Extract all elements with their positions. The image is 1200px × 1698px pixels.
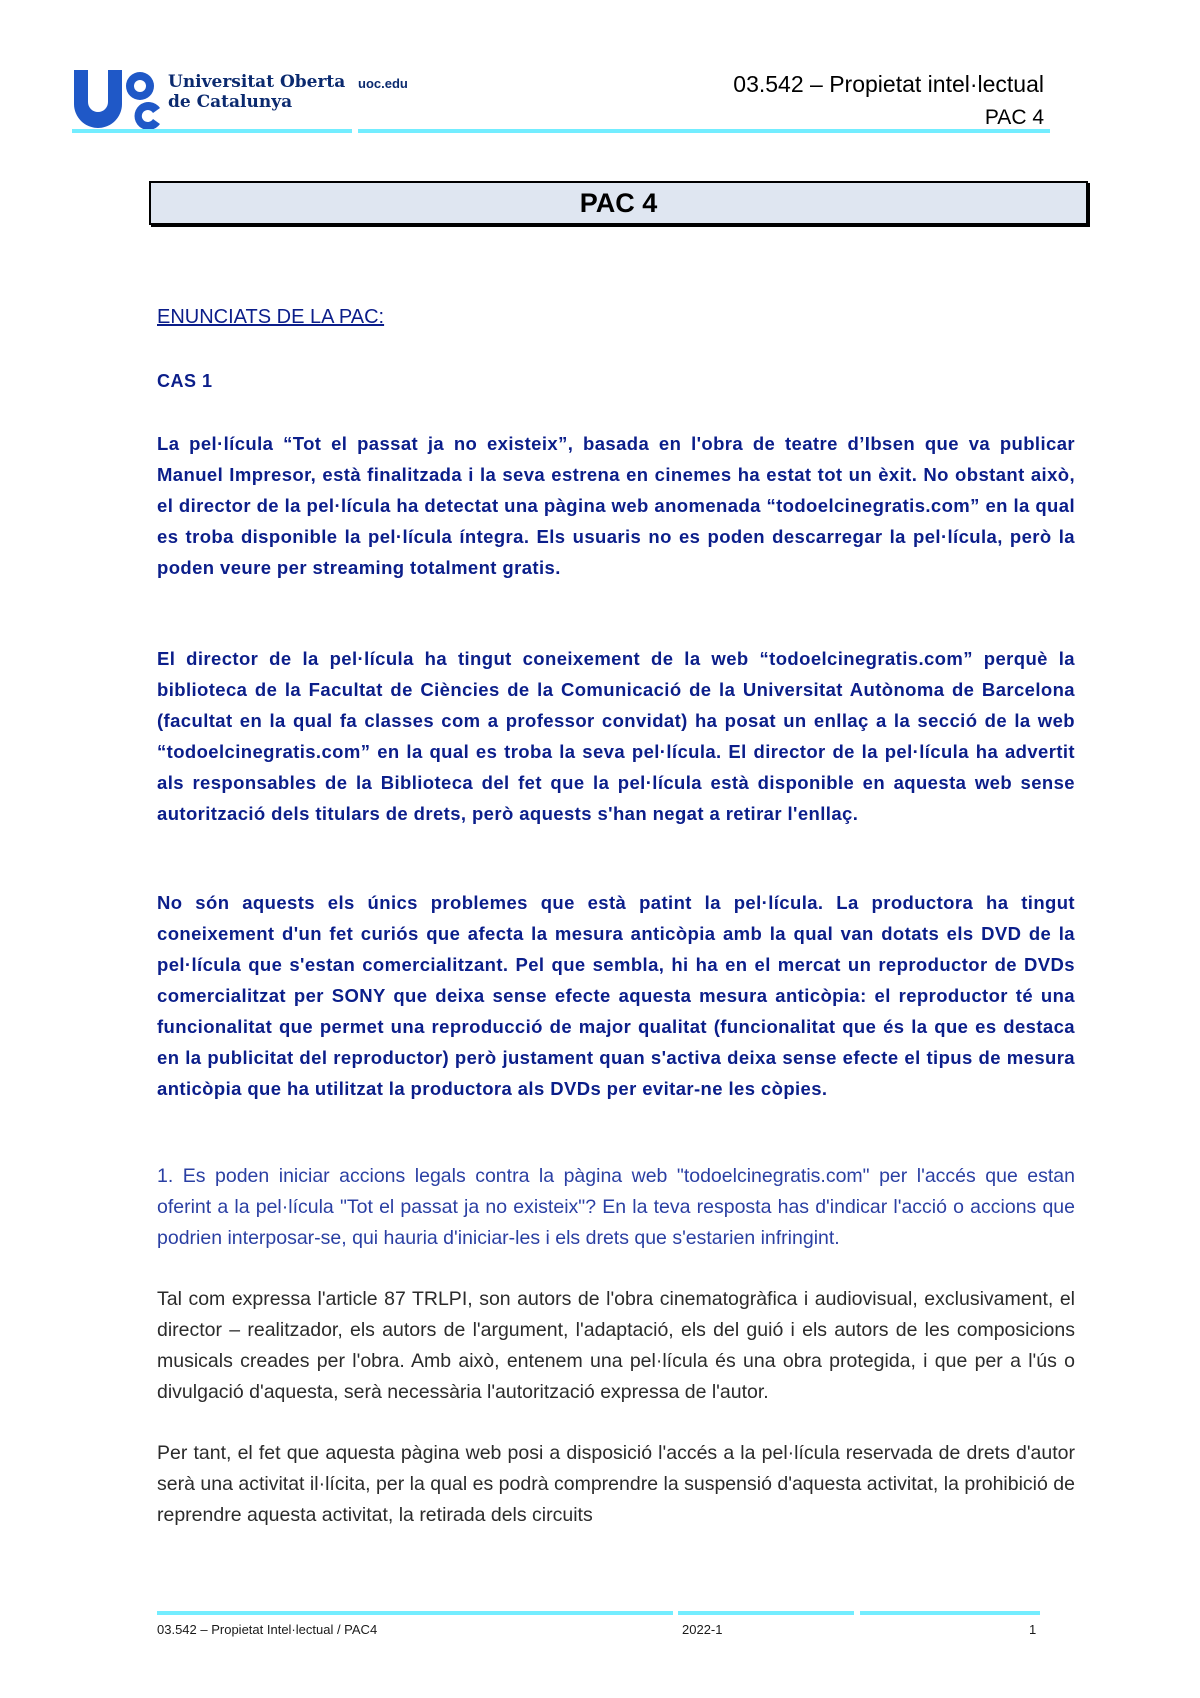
page-number: 1 bbox=[1029, 1622, 1037, 1637]
site-link[interactable]: uoc.edu bbox=[358, 76, 408, 91]
question-1: 1. Es poden iniciar accions legals contra la pàgina web "todoelcinegratis.com" per l'accés que estan oferint a la pel·lícula "Tot el passat ja no existeix"? En la teva resposta has d'indicar l'acció o accions que podrien interposar-se, qui hauria d'iniciar-les i els drets que s'estarien infringint. bbox=[157, 1165, 1075, 1249]
footer-semester: 2022-1 bbox=[682, 1622, 723, 1637]
case-paragraph-3: No són aquests els únics problemes que està patint la pel·lícula. La productora ha tingut coneixement d'un fet curiós que afecta la mesura anticòpia amb la qual van dotats els DVD de la pel·lícula que s'estan comercialitzant. Pel que sembla, hi ha en el mercat un reproductor de DVDs comercialitzat per SONY que deixa sense efecte aquesta mesura anticòpia: el reproductor té una funcionalitat que permet una reproducció de major qualitat (funcionalitat que és la que es destaca en la publicitat del reproductor) però justament quan s'activa deixa sense efecte el tipus de mesura anticòpia que ha utilitzat la productora als DVDs per evitar-ne les còpies. bbox=[157, 892, 1075, 1099]
case-label: CAS 1 bbox=[157, 371, 213, 391]
case-paragraph-1: La pel·lícula “Tot el passat ja no existeix”, basada en l'obra de teatre d’Ibsen que va publicar Manuel Impresor, està finalitzada i la seva estrena en cinemes ha estat tot un èxit. No obstant això, el director de la pel·lícula ha detectat una pàgina web anomenada “todoelcinegratis.com” en la qual es troba disponible la pel·lícula íntegra. Els usuaris no es poden descarregar la pel·lícula, però la poden veure per streaming totalment gratis. bbox=[157, 433, 1075, 578]
footer-rule-left bbox=[157, 1611, 673, 1615]
answer-paragraph-2: Per tant, el fet que aquesta pàgina web posi a disposició l'accés a la pel·lícula reservada de drets d'autor serà una activitat il·lícita, per la qual es podrà comprendre la suspensió d'aquesta activitat, la prohibició de reprendre aquesta activitat, la retirada dels circuits bbox=[157, 1442, 1075, 1526]
footer-rule-middle bbox=[678, 1611, 854, 1615]
document-title: PAC 4 bbox=[579, 187, 658, 218]
uoc-logo-icon bbox=[72, 68, 160, 130]
university-name-line2: de Catalunya bbox=[168, 92, 293, 112]
section-heading: ENUNCIATS DE LA PAC: bbox=[157, 306, 385, 328]
header-rule-right bbox=[358, 129, 1050, 133]
header-rule-left bbox=[72, 129, 352, 133]
document-title-box bbox=[149, 181, 1088, 225]
course-title: 03.542 – Propietat intel·lectual bbox=[733, 71, 1044, 97]
case-paragraph-2: El director de la pel·lícula ha tingut coneixement de la web “todoelcinegratis.com” perquè la biblioteca de la Facultat de Ciències de la Comunicació de la Universitat Autònoma de Barcelona (facultat en la qual fa classes com a professor convidat) ha posat un enllaç a la secció de la web “todoelcinegratis.com” en la qual es troba la seva pel·lícula. El director de la pel·lícula ha advertit als responsables de la Biblioteca del fet que la pel·lícula està disponible en aquesta web sense autorització dels titulars de drets, però aquests s'han negat a retirar l'enllaç. bbox=[157, 648, 1075, 824]
university-name-line1: Universitat Oberta bbox=[168, 72, 346, 92]
footer-course: 03.542 – Propietat Intel·lectual / PAC4 bbox=[157, 1622, 378, 1637]
answer-paragraph-1: Tal com expressa l'article 87 TRLPI, son autors de l'obra cinematogràfica i audiovisual, exclusivament, el director – realitzador, els autors de l'argument, l'adaptació, els del guió i els autors de les composicions musicals creades per l'obra. Amb això, entenem una pel·lícula és una obra protegida, i que per a l'ús o divulgació d'aquesta, serà necessària l'autorització expressa de l'autor. bbox=[157, 1288, 1075, 1403]
university-name bbox=[168, 72, 345, 112]
course-pac-label: PAC 4 bbox=[984, 106, 1044, 129]
footer-rule-right bbox=[860, 1611, 1040, 1615]
